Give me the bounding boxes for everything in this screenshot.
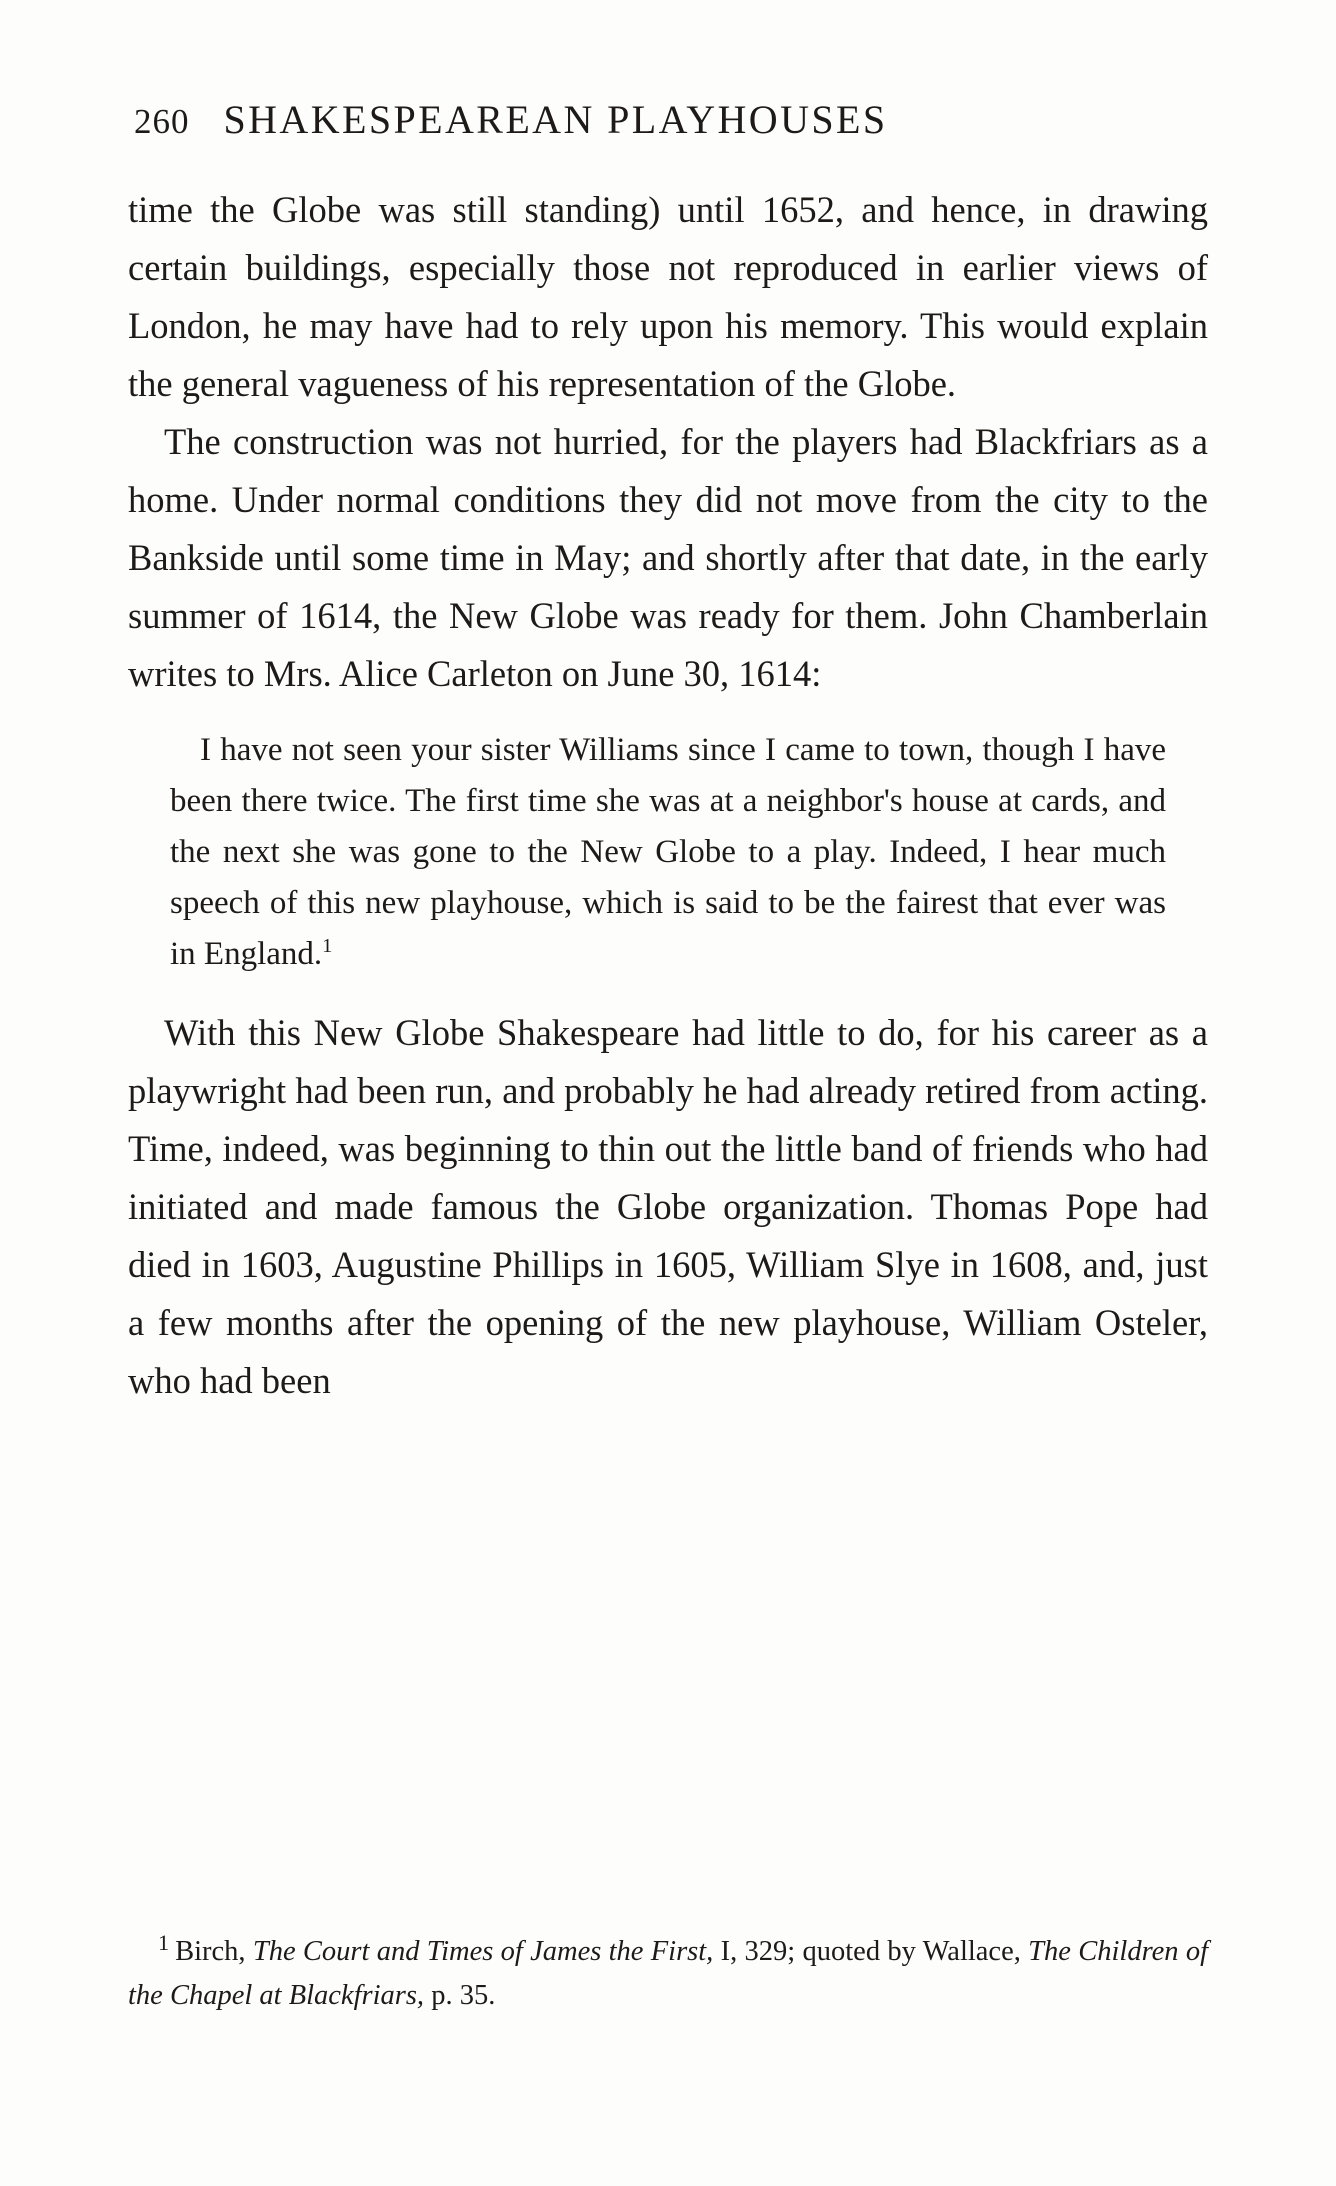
quotation-text — [170, 725, 1166, 980]
quotation-body: I have not seen your sister Williams since I came to town, though I have been there twice. The first time she was at a neighbor's house at cards, and the next she was gone to the New Globe to a play. Indeed, I hear much speech of this new playhouse, which is said to be the fairest that ever was in England. — [170, 732, 1166, 972]
footnote-text-3: p. 35. — [424, 1980, 496, 2011]
footnote-title-1: The Court and Times of James the First, — [252, 1936, 714, 1967]
page-header — [128, 96, 1208, 143]
footnote-text-1: Birch, — [175, 1936, 253, 1967]
block-quotation — [168, 725, 1168, 980]
footnote-item — [128, 1930, 1208, 2018]
paragraph-construction: The construction was not hurried, for the players had Blackfriars as a home. Under normal conditions they did not move from the city to the Bankside until some time in May; and shortly after that date, in the early summer of 1614, the New Globe was ready for them. John Chamberlain writes to Mrs. Alice Carleton on June 30, 1614: — [128, 421, 1208, 694]
paragraph-continuation: time the Globe was still standing) until 1652, and hence, in drawing certain buildings, especially those not reproduced in earlier views of London, he may have had to rely upon his memory. This would explain the general vagueness of his representation of the Globe. — [128, 189, 1208, 404]
footnote-title-2: The Children of the Chapel at Blackfriars, — [128, 1936, 1208, 2011]
running-title: SHAKESPEAREAN PLAYHOUSES — [223, 97, 888, 142]
page-number: 260 — [134, 102, 190, 141]
footnote-reference: 1 — [322, 935, 333, 957]
footnote-text-2: I, 329; quoted by Wallace, — [713, 1936, 1029, 1967]
page-body-lower — [128, 1004, 1208, 1410]
footnote-marker: 1 — [158, 1929, 170, 1955]
footnote-area — [128, 1930, 1208, 2018]
page-body — [128, 181, 1208, 703]
paragraph-new-globe: With this New Globe Shakespeare had little to do, for his career as a playwright had been run, and probably he had already retired from acting. Time, indeed, was beginning to thin out the little band of friends who had initiated and made famous the Globe organization. Thomas Pope had died in 1603, Augustine Phillips in 1605, William Slye in 1608, and, just a few months after the opening of the new playhouse, William Osteler, who had been — [128, 1012, 1208, 1401]
